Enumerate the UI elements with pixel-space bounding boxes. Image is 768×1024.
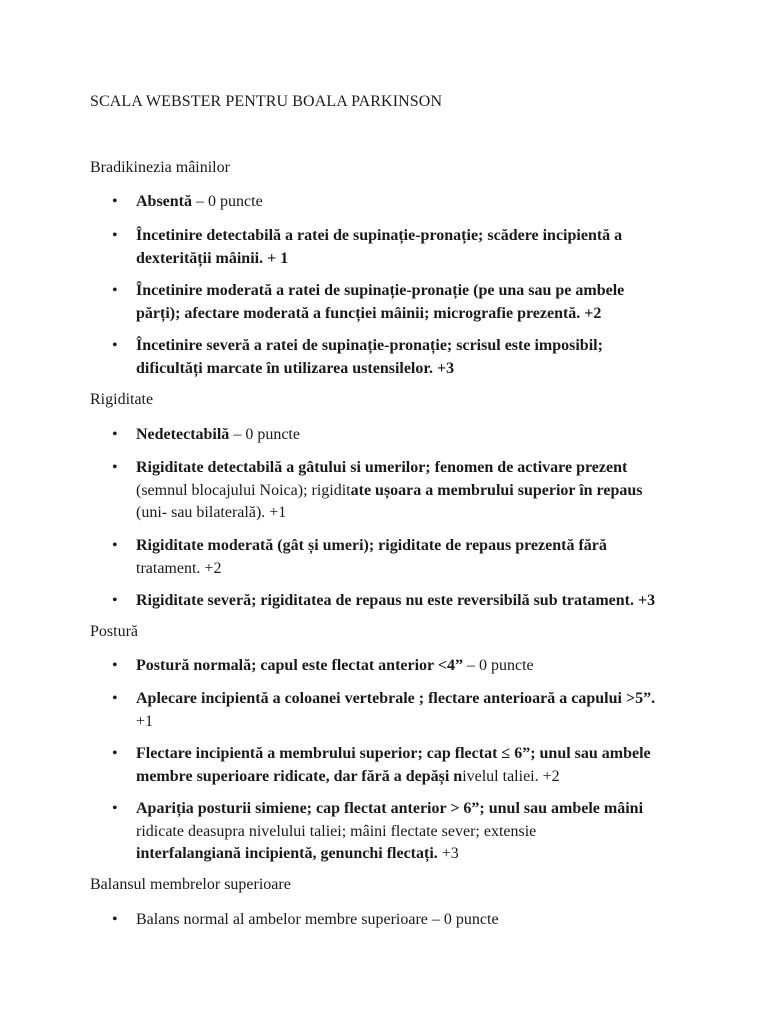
document-title: SCALA WEBSTER PENTRU BOALA PARKINSON [90, 93, 443, 110]
bullet-icon: • [112, 337, 118, 354]
document-page: SCALA WEBSTER PENTRU BOALA PARKINSON Bradikinezia mâinilor • Absentă – 0 puncte • Încetinire detectabilă a ratei de supinație-pronație; scădere incipientă a dexterității mâinii. + 1 • Încetinire moderată a ratei de supinație-pronație (pe una sau pe ambele părți); afectare moderată a funcției mâinii; micrografie prezentă. +2 • Încetinire severă a ratei de supinație-pronație; scrisul este imposibil; dificultăți marcate în utilizarea ustensilelor. +3 Rigiditate • Nedetectabilă – 0 puncte • Rigiditate detectabilă a gâtului si umerilor; fenomen de activare prezent (semnul blocajului Noica); rigiditate ușoara a membrului superior în repaus (uni- sau bilaterală). +1 • Rigiditate moderată (gât și umeri); rigiditate de repaus prezentă fără tratament. +2 • Rigiditate severă; rigiditatea de repaus nu este reversibilă sub tratament. +3 Postură • Postură normală; capul este flectat anterior <4” – 0 puncte • Aplecare incipientă a coloanei vertebrale ; flectare anterioară a capului >5”. +1 • Flectare incipientă a membrului superior; cap flectat ≤ 6”; unul sau ambele membre superioare ridicate, dar fără a depăși nivelul taliei. +2 • Apariția posturii simiene; cap flectat anterior > 6”; unul sau ambele mâini ridicate deasupra nivelului taliei; mâini flectate sever; extensie interfalangiană incipientă, genunchi flectați. +3 Balansul membrelor superioare • Balans normal al ambelor membre superioare – 0 puncte [0, 0, 768, 1024]
bullet-icon: • [112, 227, 118, 244]
bullet-icon: • [112, 657, 118, 674]
bullet-icon: • [112, 911, 118, 928]
section-heading-rigiditate: Rigiditate [90, 391, 154, 408]
bullet-icon: • [112, 537, 118, 554]
bullet-icon: • [112, 193, 118, 210]
bullet-icon: • [112, 745, 118, 762]
bullet-icon: • [112, 592, 118, 609]
bullet-icon: • [112, 690, 118, 707]
bullet-icon: • [112, 282, 118, 299]
bullet-icon: • [112, 426, 118, 443]
section-heading-balansul: Balansul membrelor superioare [90, 876, 291, 893]
section-heading-bradikinezia: Bradikinezia mâinilor [90, 159, 230, 176]
bullet-icon: • [112, 459, 118, 476]
section-heading-postura: Postură [90, 623, 138, 640]
bullet-icon: • [112, 800, 118, 817]
